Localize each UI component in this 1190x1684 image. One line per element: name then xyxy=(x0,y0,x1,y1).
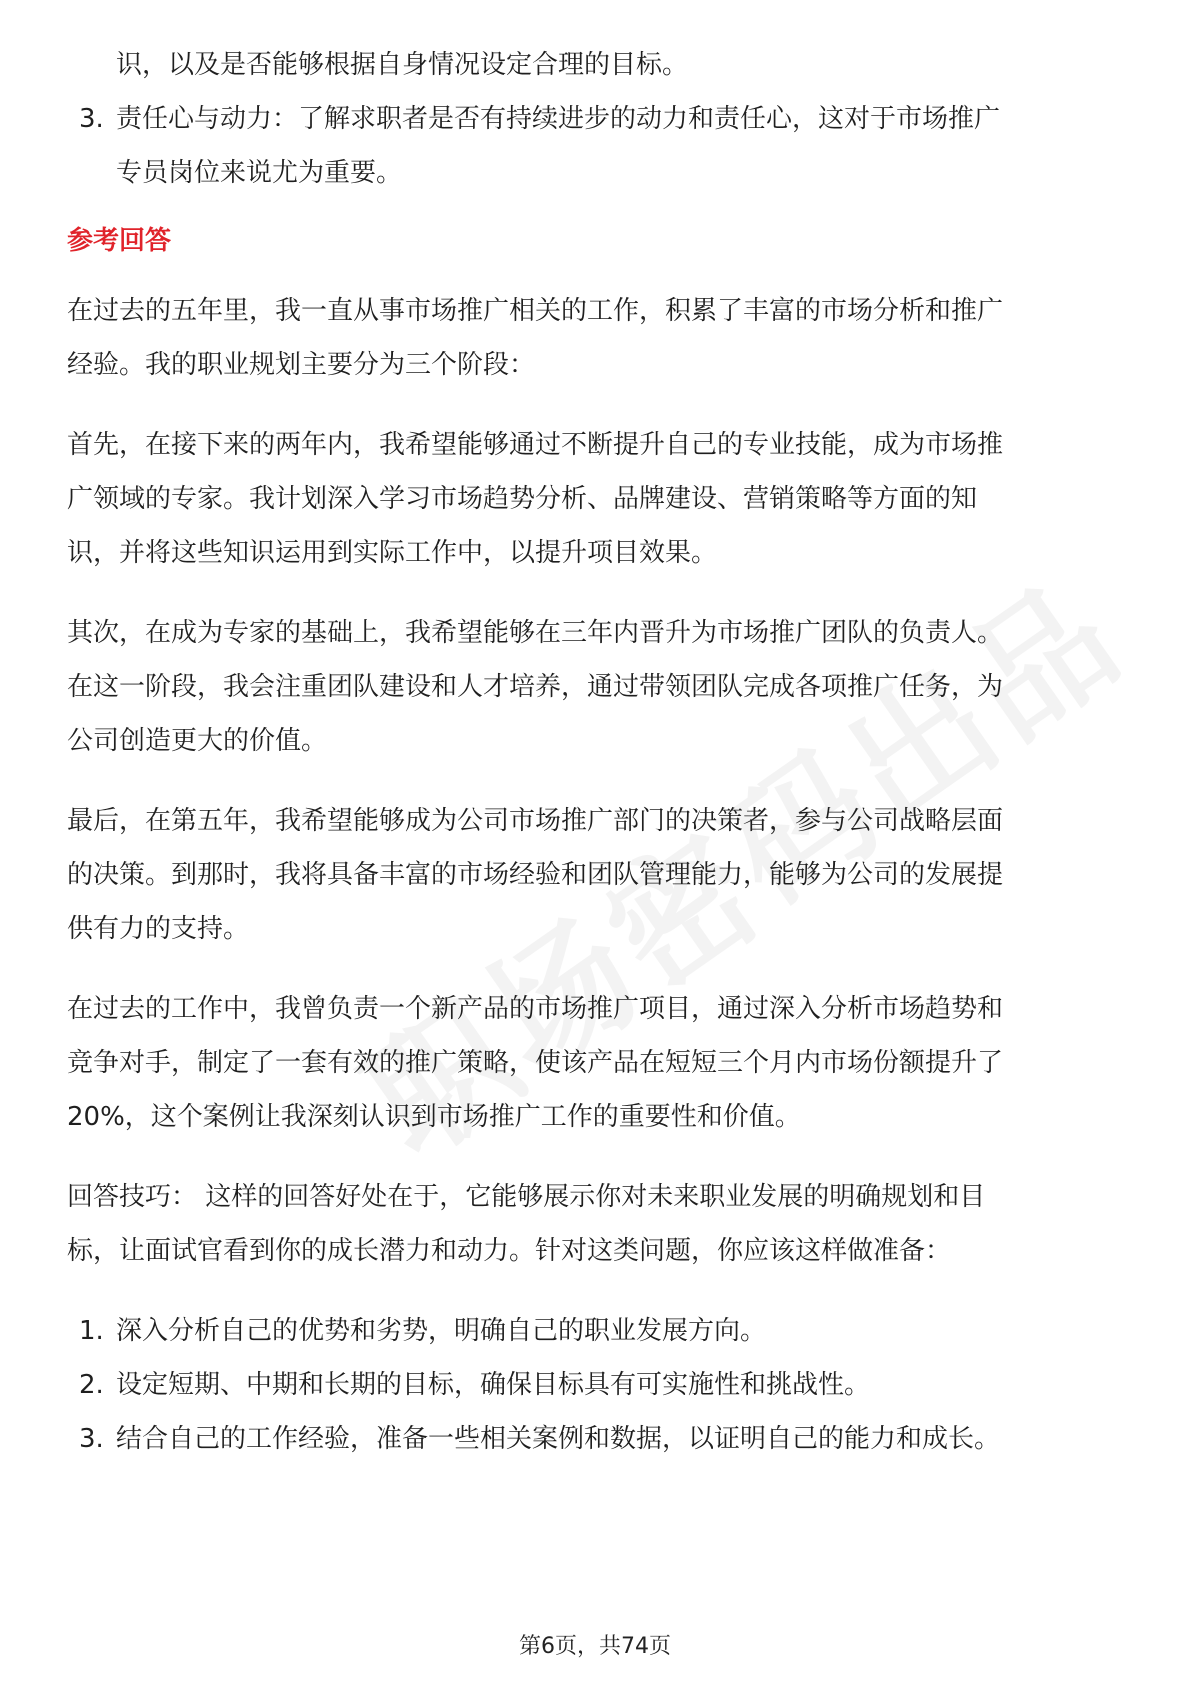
list-number: 2. xyxy=(79,1370,104,1400)
paragraph-line: 经验。我的职业规划主要分为三个阶段： xyxy=(67,350,536,380)
list-item-text: 设定短期、中期和长期的目标，确保目标具有可实施性和挑战性。 xyxy=(116,1370,871,1400)
paragraph-line: 最后，在第五年，我希望能够成为公司市场推广部门的决策者，参与公司战略层面 xyxy=(67,806,1004,836)
list-item-text: 责任心与动力：了解求职者是否有持续进步的动力和责任心，这对于市场推广 xyxy=(116,104,1001,134)
list-item-text: 结合自己的工作经验，准备一些相关案例和数据，以证明自己的能力和成长。 xyxy=(116,1424,1001,1454)
page-number-footer: 第6页，共74页 xyxy=(519,1634,671,1659)
section-heading: 参考回答 xyxy=(67,226,172,256)
paragraph-line: 标，让面试官看到你的成长潜力和动力。针对这类问题，你应该这样做准备： xyxy=(67,1236,952,1266)
paragraph-line: 的决策。到那时，我将具备丰富的市场经验和团队管理能力，能够为公司的发展提 xyxy=(67,860,1004,890)
list-number: 3. xyxy=(79,104,104,134)
paragraph-line: 首先，在接下来的两年内，我希望能够通过不断提升自己的专业技能，成为市场推 xyxy=(67,430,1004,460)
paragraph-line: 在过去的工作中，我曾负责一个新产品的市场推广项目，通过深入分析市场趋势和 xyxy=(67,994,1004,1024)
paragraph-line: 回答技巧： 这样的回答好处在于，它能够展示你对未来职业发展的明确规划和目 xyxy=(67,1182,986,1212)
list-number: 3. xyxy=(79,1424,104,1454)
paragraph-line: 供有力的支持。 xyxy=(67,914,250,944)
paragraph-line: 其次，在成为专家的基础上，我希望能够在三年内晋升为市场推广团队的负责人。 xyxy=(67,618,1004,648)
paragraph-line: 公司创造更大的价值。 xyxy=(67,726,328,756)
paragraph-line: 广领域的专家。我计划深入学习市场趋势分析、品牌建设、营销策略等方面的知 xyxy=(67,484,978,514)
list-item-text: 深入分析自己的优势和劣势，明确自己的职业发展方向。 xyxy=(116,1316,767,1346)
list-item-text: 专员岗位来说尤为重要。 xyxy=(116,158,403,188)
list-number: 1. xyxy=(79,1316,104,1346)
paragraph-line: 识，并将这些知识运用到实际工作中，以提升项目效果。 xyxy=(67,538,718,568)
paragraph-line: 竞争对手，制定了一套有效的推广策略，使该产品在短短三个月内市场份额提升了 xyxy=(67,1048,1004,1078)
list-item-continuation: 识，以及是否能够根据自身情况设定合理的目标。 xyxy=(116,50,689,80)
paragraph-line: 20%，这个案例让我深刻认识到市场推广工作的重要性和价值。 xyxy=(67,1102,801,1132)
paragraph-line: 在这一阶段，我会注重团队建设和人才培养，通过带领团队完成各项推广任务，为 xyxy=(67,672,1004,702)
paragraph-line: 在过去的五年里，我一直从事市场推广相关的工作，积累了丰富的市场分析和推广 xyxy=(67,296,1004,326)
